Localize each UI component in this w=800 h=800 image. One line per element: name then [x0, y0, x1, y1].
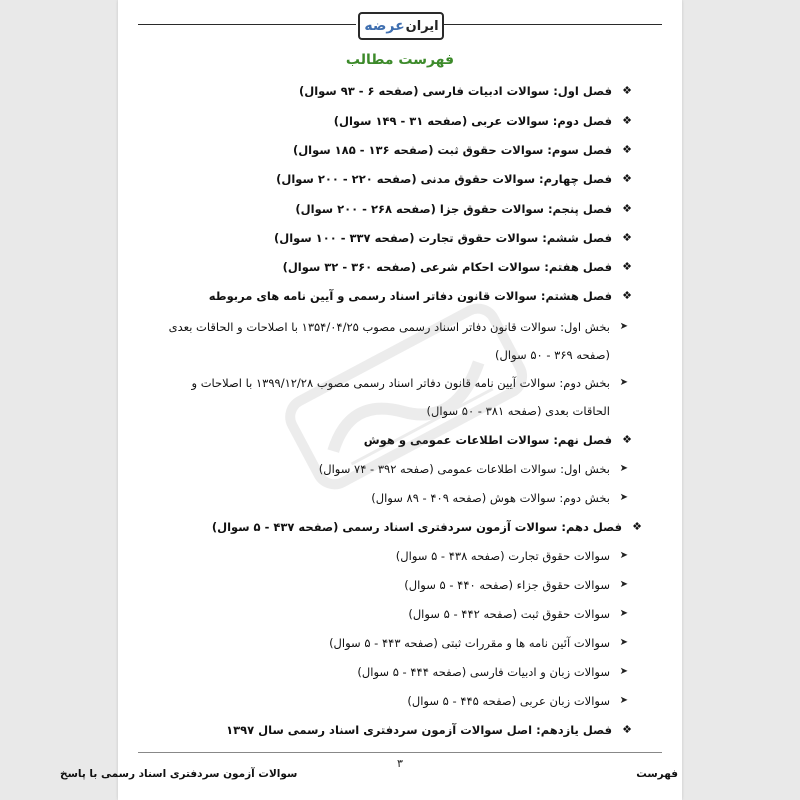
toc-item-text: فصل ششم: سوالات حقوق تجارت (صفحه ۳۳۷ - ۱۰۰ سوال): [273, 231, 612, 245]
toc-subitem: [118, 578, 682, 602]
arrowhead-icon: ➤: [619, 695, 628, 706]
toc-subitem: [118, 313, 682, 369]
toc-subitem: [118, 694, 682, 718]
arrowhead-icon: ➤: [619, 492, 628, 503]
toc-item-text: فصل اول: سوالات ادبیات فارسی (صفحه ۶ - ۹۳ سوال): [298, 84, 612, 98]
toc-subitem-text: سوالات آئین نامه ها و مقررات ثبتی (صفحه ۴۴۳ - ۵ سوال): [329, 636, 610, 650]
toc-item-text: فصل دهم: سوالات آزمون سردفتری اسناد رسمی (صفحه ۴۳۷ - ۵ سوال): [211, 520, 622, 534]
diamond-bullet-icon: ❖: [622, 723, 632, 736]
arrowhead-icon: ➤: [619, 637, 628, 648]
footer-rule: [138, 752, 662, 753]
arrowhead-icon: ➤: [619, 608, 628, 619]
arrowhead-icon: ➤: [619, 463, 628, 474]
toc-item-text: فصل چهارم: سوالات حقوق مدنی (صفحه ۲۲۰ - ۲۰۰ سوال): [276, 172, 612, 186]
toc-item-text: فصل نهم: سوالات اطلاعات عمومی و هوش: [363, 433, 612, 447]
toc-item: [118, 231, 682, 255]
diamond-bullet-icon: ❖: [632, 520, 642, 533]
arrowhead-icon: ➤: [619, 579, 628, 590]
diamond-bullet-icon: ❖: [622, 433, 632, 446]
diamond-bullet-icon: ❖: [622, 84, 632, 97]
logo: [358, 12, 444, 40]
toc-item: [118, 143, 682, 167]
toc-subitem: [118, 369, 682, 425]
toc-subitem: [118, 636, 682, 660]
toc-subitem: [118, 491, 682, 515]
diamond-bullet-icon: ❖: [622, 143, 632, 156]
toc-item: [118, 289, 682, 313]
footer-section-name: فهرست: [636, 768, 678, 780]
toc-item: [118, 114, 682, 138]
toc-item-text: فصل یازدهم: اصل سوالات آزمون سردفتری اسناد رسمی سال ۱۳۹۷: [226, 723, 612, 737]
header-rule-right: [444, 24, 662, 25]
toc-subitem: [118, 607, 682, 631]
toc-item: [118, 520, 682, 544]
toc-item: [118, 202, 682, 226]
toc-subitem-text: بخش اول: سوالات اطلاعات عمومی (صفحه ۳۹۲ - ۷۴ سوال): [318, 462, 610, 476]
logo-accent-text: عرضه: [364, 18, 405, 34]
diamond-bullet-icon: ❖: [622, 231, 632, 244]
toc-item-text: فصل دوم: سوالات عربی (صفحه ۳۱ - ۱۴۹ سوال): [333, 114, 612, 128]
toc-item: [118, 433, 682, 457]
toc-item-text: فصل سوم: سوالات حقوق ثبت (صفحه ۱۳۶ - ۱۸۵ سوال): [292, 143, 612, 157]
arrowhead-icon: ➤: [619, 550, 628, 561]
document-page: [118, 0, 682, 800]
toc-subitem-text: بخش دوم: سوالات آیین نامه قانون دفاتر اسناد رسمی مصوب ۱۳۹۹/۱۲/۲۸ با اصلاحات و الحاقات بعدی (صفحه ۳۸۱ - ۵۰ سوال): [191, 376, 610, 418]
toc-subitem-text: سوالات حقوق ثبت (صفحه ۴۴۲ - ۵ سوال): [408, 607, 610, 621]
toc-item: [118, 172, 682, 196]
toc-subitem-text: بخش اول: سوالات قانون دفاتر اسناد رسمی مصوب ۱۳۵۴/۰۴/۲۵ با اصلاحات و الحاقات بعدی (صفحه ۳۶۹ - ۵۰ سوال): [168, 320, 610, 362]
diamond-bullet-icon: ❖: [622, 202, 632, 215]
diamond-bullet-icon: ❖: [622, 289, 632, 302]
toc-item-text: فصل هشتم: سوالات قانون دفاتر اسناد رسمی و آیین نامه های مربوطه: [208, 289, 612, 303]
diamond-bullet-icon: ❖: [622, 260, 632, 273]
toc-subitem-text: سوالات زبان و ادبیات فارسی (صفحه ۴۴۴ - ۵ سوال): [357, 665, 610, 679]
toc-subitem-text: سوالات حقوق تجارت (صفحه ۴۳۸ - ۵ سوال): [395, 549, 610, 563]
toc-subitem: [118, 665, 682, 689]
toc-subitem-text: سوالات زبان عربی (صفحه ۴۴۵ - ۵ سوال): [407, 694, 610, 708]
logo-text: ایران: [405, 18, 439, 34]
header-rule-left: [138, 24, 356, 25]
toc-subitem-text: سوالات حقوق جزاء (صفحه ۴۴۰ - ۵ سوال): [404, 578, 610, 592]
arrowhead-icon: ➤: [619, 377, 628, 388]
footer-book-title: سوالات آزمون سردفتری اسناد رسمی با پاسخ: [60, 768, 298, 780]
toc-item: [118, 723, 682, 747]
toc-subitem: [118, 462, 682, 486]
arrowhead-icon: ➤: [619, 666, 628, 677]
page-title: فهرست مطالب: [345, 52, 455, 68]
toc-item: [118, 260, 682, 284]
toc-subitem: [118, 549, 682, 573]
toc-subitem-text: بخش دوم: سوالات هوش (صفحه ۴۰۹ - ۸۹ سوال): [371, 491, 610, 505]
toc-item-text: فصل هفتم: سوالات احکام شرعی (صفحه ۳۶۰ - ۳۲ سوال): [282, 260, 612, 274]
arrowhead-icon: ➤: [619, 321, 628, 332]
diamond-bullet-icon: ❖: [622, 114, 632, 127]
page-number: ۳: [397, 757, 403, 770]
toc-item-text: فصل پنجم: سوالات حقوق جزا (صفحه ۲۶۸ - ۲۰۰ سوال): [295, 202, 612, 216]
toc-item: [118, 84, 682, 108]
diamond-bullet-icon: ❖: [622, 172, 632, 185]
